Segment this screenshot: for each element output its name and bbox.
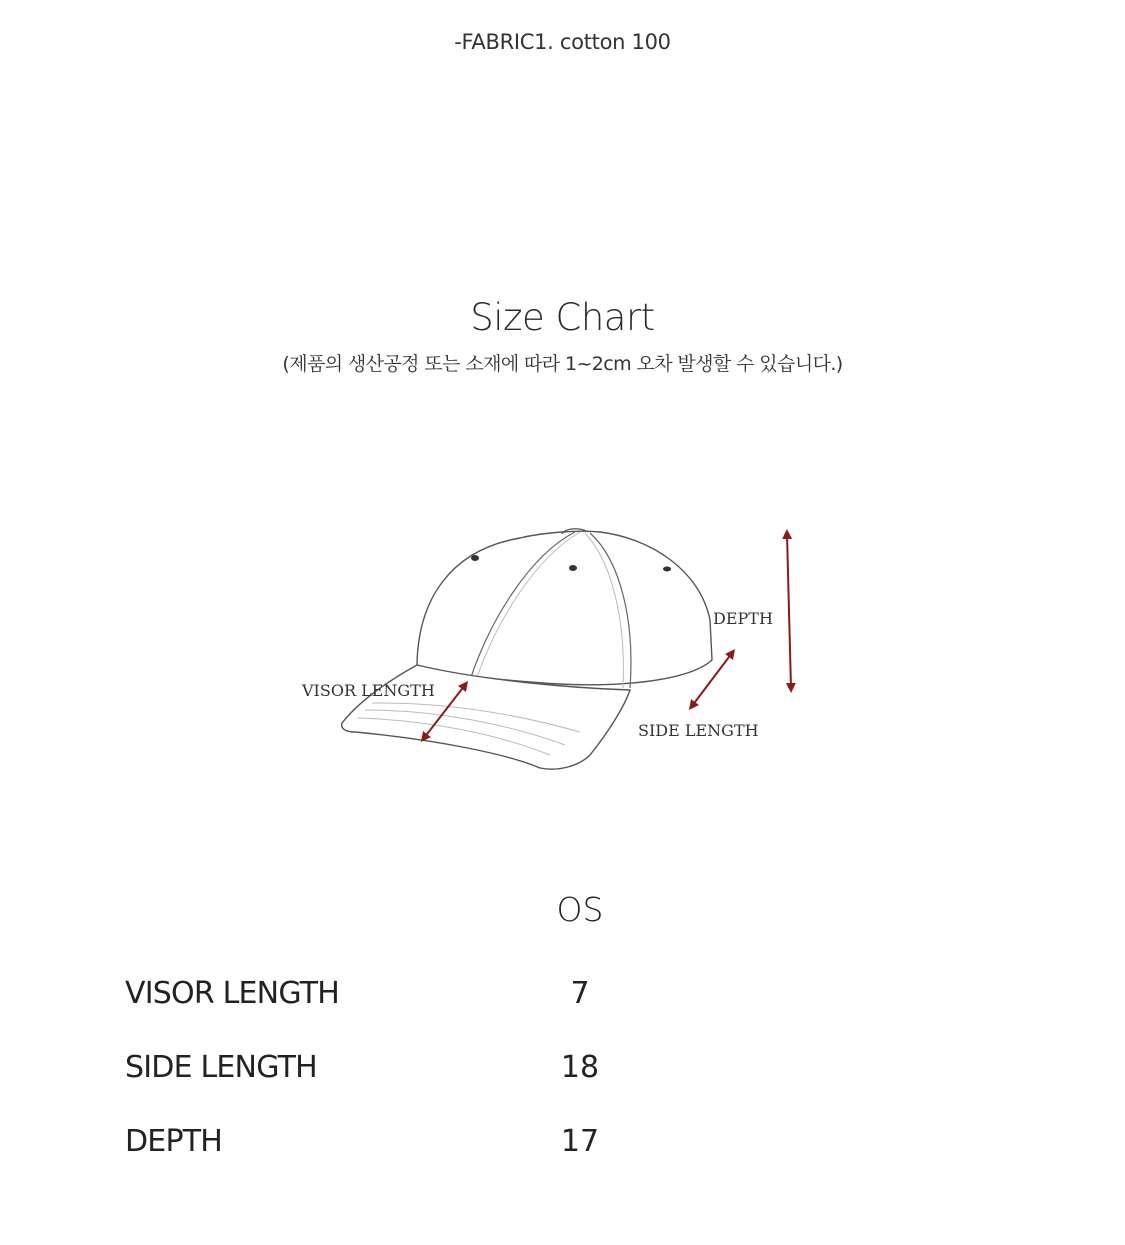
row-value: 7 (570, 976, 590, 1011)
size-chart-title: Size Chart (470, 296, 655, 339)
diagram-label-side: SIDE LENGTH (638, 721, 759, 740)
table-row (125, 1050, 725, 1090)
table-row (125, 976, 725, 1016)
fabric-info: -FABRIC1. cotton 100 (454, 30, 671, 54)
row-value: 17 (560, 1124, 600, 1159)
size-chart-note: (제품의 생산공정 또는 소재에 따라 1~2cm 오차 발생할 수 있습니다.) (282, 353, 843, 375)
row-value: 18 (560, 1050, 600, 1085)
diagram-label-visor: VISOR LENGTH (302, 681, 435, 700)
row-label: SIDE LENGTH (125, 1050, 317, 1085)
diagram-label-depth: DEPTH (713, 609, 773, 628)
table-row (125, 1124, 725, 1164)
size-column-header: OS (556, 890, 604, 929)
cap-diagram (290, 510, 820, 780)
row-label: DEPTH (125, 1124, 223, 1159)
row-label: VISOR LENGTH (125, 976, 339, 1011)
cap-illustration-icon (290, 510, 820, 780)
